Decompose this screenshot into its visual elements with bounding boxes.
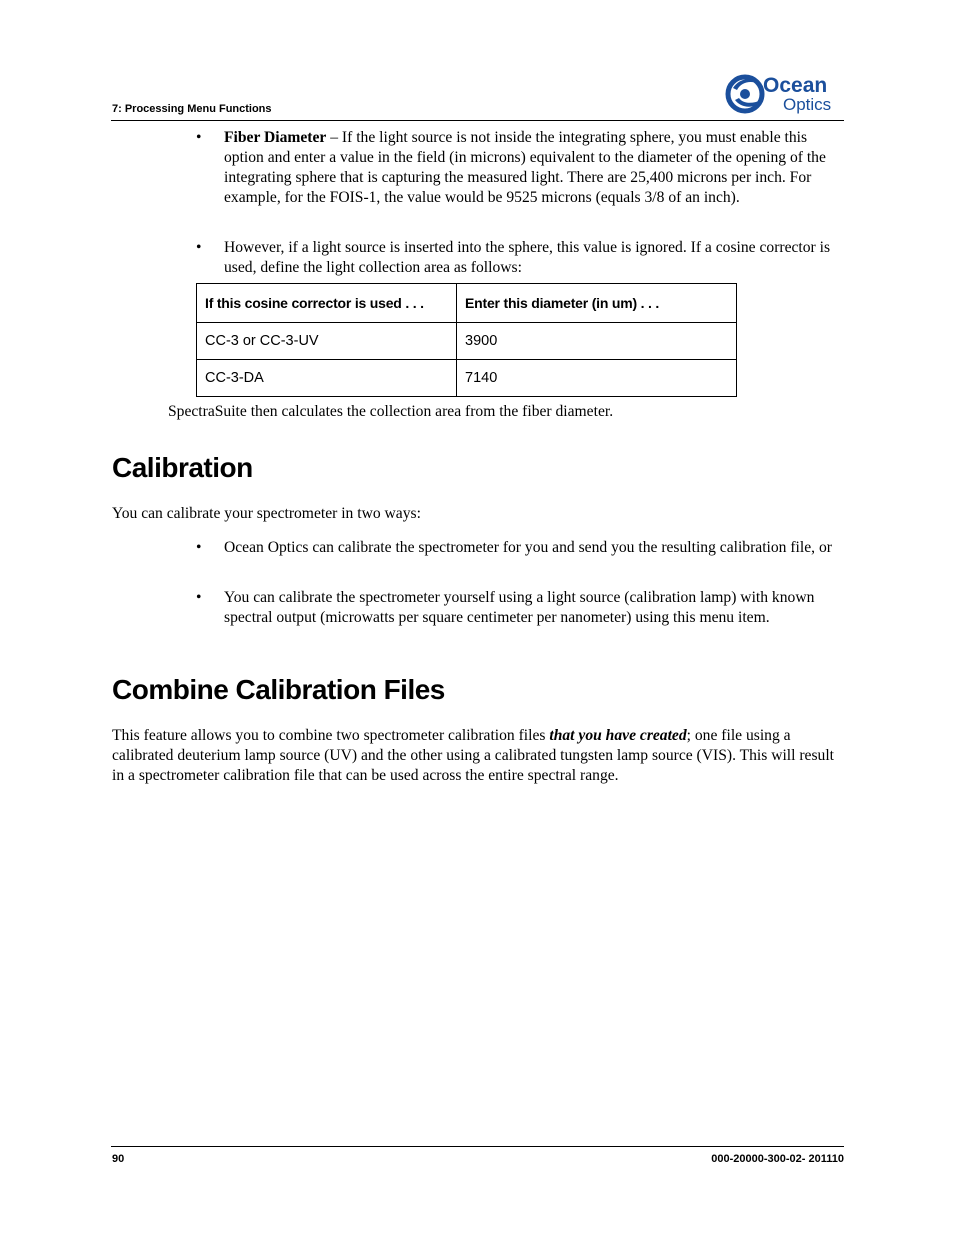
table-row [197, 323, 737, 360]
list-item [194, 238, 844, 278]
logo-word-ocean: Ocean [763, 74, 828, 97]
fiber-diameter-bullet-list [194, 128, 844, 208]
fiber-diameter-text: – If the light source is not inside the integrating sphere, you must enable this option and enter a value in the field (in microns) equivalent to the diameter of the opening of the integrating sphere that is capturing the measured light. There are 25,400 microns per inch. For example, for the FOIS-1, the value would be 9525 microns (equals 3/8 of an inch). [224, 129, 826, 206]
combine-emphasis: that you have created [549, 727, 687, 744]
section-header-label: 7: Processing Menu Functions [112, 103, 272, 115]
bullet-icon: • [196, 239, 202, 256]
footer-rule [111, 1146, 844, 1147]
table-row [197, 360, 737, 397]
list-item [194, 128, 844, 208]
table-header-cell: Enter this diameter (in um) . . . [457, 284, 737, 323]
calibration-option-text: You can calibrate the spectrometer yourself using a light source (calibration lamp) with known spectral output (microwatts per square centimeter per nanometer) using this menu item. [224, 589, 815, 626]
calibration-heading: Calibration [112, 452, 253, 483]
bullet-icon: • [196, 589, 202, 606]
cosine-corrector-text: However, if a light source is inserted into the sphere, this value is ignored. If a cosine corrector is used, define the light collection area as follows: [224, 239, 831, 276]
calibration-bullet-list [194, 588, 844, 628]
table-cell: 3900 [457, 323, 737, 360]
bullet-icon: • [196, 129, 202, 146]
combine-calibration-heading: Combine Calibration Files [112, 674, 445, 705]
table-cell: CC-3 or CC-3-UV [197, 323, 457, 360]
table-header-row [197, 284, 737, 323]
combine-calibration-paragraph [112, 726, 844, 786]
document-number: 000-20000-300-02- 201110 [711, 1153, 844, 1165]
list-item [194, 538, 844, 558]
cosine-bullet-list [194, 238, 844, 278]
collection-area-note: SpectraSuite then calculates the collection area from the fiber diameter. [168, 403, 614, 420]
calibration-bullet-list [194, 538, 844, 558]
combine-text-after: ; one file using a calibrated deuterium lamp source (UV) and the other using a calibrated tungsten lamp source (VIS). This will result in a spectrometer calibration file that can be used across the entire spectral range. [112, 727, 835, 784]
list-item [194, 588, 844, 628]
calibration-intro: You can calibrate your spectrometer in two ways: [112, 505, 421, 522]
table-cell: 7140 [457, 360, 737, 397]
cosine-corrector-table [196, 283, 737, 397]
page-number: 90 [112, 1153, 125, 1165]
bullet-icon: • [196, 539, 202, 556]
logo-word-optics: Optics [783, 95, 832, 114]
calibration-option-text: Ocean Optics can calibrate the spectrometer for you and send you the resulting calibration file, or [224, 539, 832, 556]
combine-text-before: This feature allows you to combine two spectrometer calibration files [112, 727, 550, 744]
term-fiber-diameter: Fiber Diameter [224, 129, 327, 146]
header-rule [111, 120, 844, 121]
table-cell: CC-3-DA [197, 360, 457, 397]
ocean-optics-logo [725, 70, 845, 118]
table-header-cell: If this cosine corrector is used . . . [197, 284, 457, 323]
